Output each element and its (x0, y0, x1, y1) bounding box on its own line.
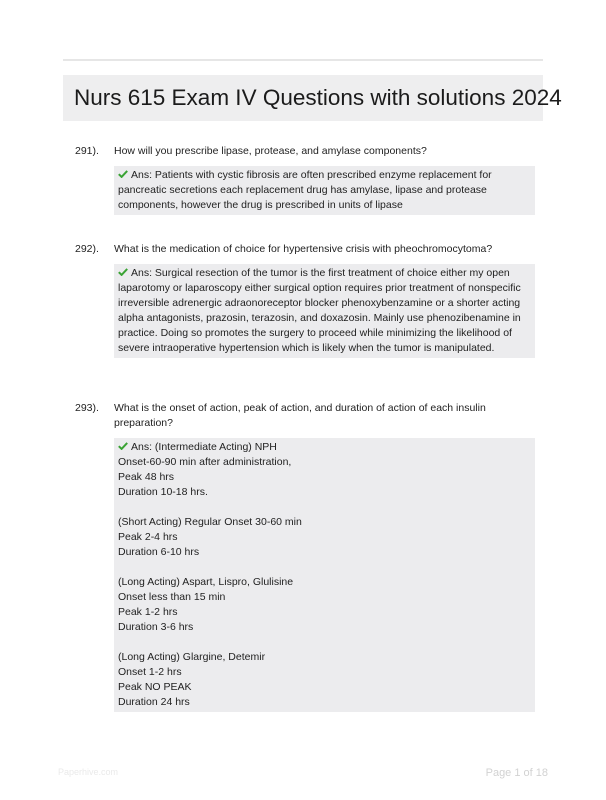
answer-line: Duration 10-18 hrs. (118, 486, 208, 498)
page-title: Nurs 615 Exam IV Questions with solutions 2024 (74, 85, 562, 110)
answer-line: Ans: Surgical resection of the tumor is the first treatment of choice either my open laparotomy or laparoscopy either surgical option requires prior treatment of nonspecific irreversible adrenergic adraonoreceptor blocker phenoxybenzamine or a shorter acting alpha antagonists, prazosin, terazosin, and doxazosin. Mainly use phenozibenamine in practice. Doing so promotes the surgery to proceed while minimizing the likelihood of severe intraoperative hypertension which is likely when the tumor is manipulated. (118, 267, 521, 354)
answer-line: Ans: (Intermediate Acting) NPH (118, 440, 529, 455)
watermark: Paperhive.com (58, 767, 119, 777)
checkmark-icon (118, 170, 128, 178)
page-number: Page 1 of 18 (485, 767, 548, 779)
answer-box (114, 438, 535, 712)
answer-line: Onset 1-2 hrs (118, 666, 182, 678)
answer-line: Onset less than 15 min (118, 591, 226, 603)
question-text: How will you prescribe lipase, protease, and amylase components? (114, 145, 427, 157)
question-number: 293). (75, 402, 99, 414)
answer-line: Ans: Patients with cystic fibrosis are often prescribed enzyme replacement for pancreatic secretions each replacement drug has amylase, lipase and protease components, however the drug is prescribed in units of lipase (118, 169, 492, 211)
question-292 (75, 242, 535, 358)
checkmark-icon (118, 268, 128, 276)
question-number: 292). (75, 243, 99, 255)
answer-line: Peak NO PEAK (118, 681, 192, 693)
answer-line: Duration 3-6 hrs (118, 621, 194, 633)
answer-line: Peak 1-2 hrs (118, 606, 178, 618)
answer-line: (Long Acting) Glargine, Detemir (118, 651, 266, 663)
answer-line: Peak 48 hrs (118, 471, 175, 483)
checkmark-icon (118, 442, 128, 450)
question-291 (75, 144, 535, 215)
top-divider (63, 59, 543, 61)
answer-line: Duration 6-10 hrs (118, 546, 200, 558)
question-text: What is the medication of choice for hypertensive crisis with pheochromocytoma? (114, 243, 493, 255)
answer-box (114, 264, 535, 358)
question-293 (75, 401, 535, 712)
answer-line: Duration 24 hrs (118, 696, 190, 708)
title-bar (63, 75, 562, 121)
answer-box (114, 166, 535, 215)
answer-line: (Long Acting) Aspart, Lispro, Glulisine (118, 576, 294, 588)
question-text: What is the onset of action, peak of action, and duration of action of each insulin preparation? (114, 402, 486, 429)
answer-line: Onset-60-90 min after administration, (118, 456, 292, 468)
answer-line: Peak 2-4 hrs (118, 531, 178, 543)
answer-line: (Short Acting) Regular Onset 30-60 min (118, 516, 302, 528)
question-number: 291). (75, 145, 99, 157)
